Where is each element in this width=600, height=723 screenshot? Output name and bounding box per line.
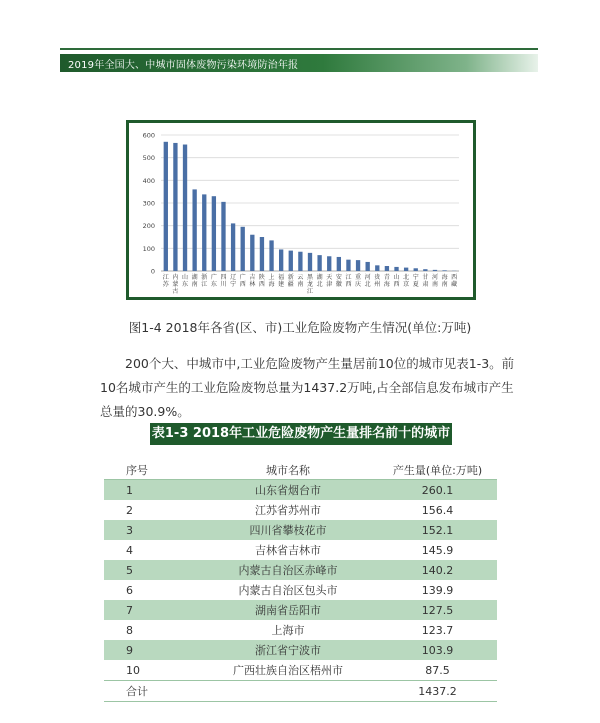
total-amount: 1437.2 <box>378 681 497 702</box>
x-tick-label: 疆 <box>287 281 294 288</box>
bar-22 <box>366 262 370 271</box>
x-tick-label: 山 <box>393 274 400 281</box>
x-tick-label: 江 <box>306 288 314 295</box>
x-tick-label: 湖 <box>191 274 198 281</box>
x-tick-label: 广 <box>210 274 217 281</box>
y-tick-label: 400 <box>142 176 155 185</box>
x-tick-label: 西 <box>393 281 400 288</box>
amount-cell: 123.7 <box>421 623 454 637</box>
table-row <box>104 480 497 501</box>
bar-12 <box>269 240 273 271</box>
bar-10 <box>250 235 254 271</box>
city-cell: 吉林省吉林市 <box>255 544 321 557</box>
report-title: 2019年全国大、中城市固体废物污染环境防治年报 <box>68 60 299 71</box>
amount-cell: 139.9 <box>421 583 454 597</box>
x-tick-label: 重 <box>355 274 362 281</box>
total-label: 合计 <box>104 681 198 702</box>
city-cell: 江苏省苏州市 <box>255 504 321 517</box>
bar-11 <box>260 237 264 271</box>
x-tick-label: 安 <box>335 274 342 281</box>
top-ten-cities-table <box>104 460 497 702</box>
x-tick-label: 徽 <box>335 281 342 288</box>
x-tick-label: 川 <box>220 281 227 288</box>
x-tick-label: 北 <box>364 281 371 288</box>
x-tick-label: 云 <box>297 274 304 281</box>
x-tick-label: 古 <box>172 288 179 295</box>
table-row <box>104 620 497 640</box>
bar-30 <box>442 270 446 271</box>
amount-cell: 140.2 <box>378 560 497 580</box>
x-tick-label: 甘 <box>422 274 429 281</box>
x-tick-label: 林 <box>249 281 256 288</box>
header-band <box>60 54 538 72</box>
x-tick-label: 上 <box>268 274 275 281</box>
table-row <box>104 640 497 660</box>
total-spacer <box>198 681 378 702</box>
x-tick-label: 州 <box>374 281 381 288</box>
body-paragraph: 200个大、中城市中,工业危险废物产生量居前10位的城市见表1-3。前10名城市产生的工业危险废物总量为1437.2万吨,占全部信息发布城市产生总量的30.9%。 <box>100 356 515 419</box>
x-tick-label: 南 <box>297 281 304 288</box>
city-cell: 四川省攀枝花市 <box>198 520 378 540</box>
bar-29 <box>433 270 437 271</box>
bar-16 <box>308 253 312 271</box>
amount-cell: 127.5 <box>378 600 497 620</box>
table-row <box>104 600 497 620</box>
bar-27 <box>414 268 418 271</box>
x-tick-label: 天 <box>326 274 333 281</box>
y-tick-label: 600 <box>142 131 155 140</box>
x-tick-label: 海 <box>268 281 275 288</box>
table-row <box>104 560 497 580</box>
amount-cell: 152.1 <box>378 520 497 540</box>
city-cell: 内蒙古自治区赤峰市 <box>198 560 378 580</box>
x-tick-label: 陕 <box>258 274 265 281</box>
amount-cell: 145.9 <box>421 543 454 557</box>
table-row <box>104 660 497 681</box>
table-row <box>104 520 497 540</box>
rank-cell: 9 <box>104 640 198 660</box>
amount-cell: 260.1 <box>378 480 497 501</box>
x-tick-label: 新 <box>287 274 294 281</box>
bar-2 <box>173 143 177 271</box>
x-tick-label: 南 <box>441 281 448 288</box>
bar-14 <box>289 251 293 271</box>
header-rule <box>60 48 538 50</box>
rank-cell: 8 <box>126 623 133 637</box>
bar-23 <box>375 265 379 271</box>
x-tick-label: 四 <box>220 274 227 281</box>
rank-cell: 2 <box>126 503 133 517</box>
x-tick-label: 龙 <box>306 281 314 288</box>
header-rank: 序号 <box>104 460 198 480</box>
x-tick-label: 北 <box>403 274 410 281</box>
x-tick-label: 西 <box>239 281 246 288</box>
x-tick-label: 河 <box>431 274 438 281</box>
bar-26 <box>404 268 408 271</box>
x-tick-label: 藏 <box>451 281 458 288</box>
rank-cell: 6 <box>126 583 133 597</box>
x-tick-label: 河 <box>364 274 371 281</box>
bar-13 <box>279 249 283 271</box>
x-tick-label: 海 <box>441 274 448 281</box>
bar-5 <box>202 194 206 271</box>
rank-cell: 10 <box>126 663 140 677</box>
x-tick-label: 贵 <box>374 274 381 281</box>
x-tick-label: 西 <box>451 274 458 281</box>
bar-1 <box>164 142 168 271</box>
table-row <box>104 580 497 600</box>
city-cell: 内蒙古自治区包头市 <box>238 584 338 597</box>
table-header-row <box>104 460 497 480</box>
bar-25 <box>394 267 398 271</box>
x-tick-label: 宁 <box>412 274 419 281</box>
x-tick-label: 山 <box>182 274 189 281</box>
x-tick-label: 建 <box>278 281 285 288</box>
x-tick-label: 津 <box>326 281 333 288</box>
x-tick-label: 西 <box>345 281 352 288</box>
rank-cell: 4 <box>126 543 133 557</box>
x-tick-label: 东 <box>182 281 189 288</box>
table-title: 表1-3 2018年工业危险废物产生量排名前十的城市 <box>150 423 452 445</box>
bar-21 <box>356 260 360 271</box>
x-tick-label: 湖 <box>316 274 323 281</box>
bar-8 <box>231 223 235 271</box>
x-tick-label: 浙 <box>201 274 208 281</box>
y-tick-label: 500 <box>142 154 155 163</box>
y-tick-label: 0 <box>150 267 155 276</box>
x-tick-label: 夏 <box>412 281 419 288</box>
rank-cell: 5 <box>104 560 198 580</box>
city-cell: 浙江省宁波市 <box>198 640 378 660</box>
x-tick-label: 江 <box>345 274 352 281</box>
bar-24 <box>385 266 389 271</box>
bar-9 <box>241 227 245 271</box>
city-cell: 山东省烟台市 <box>198 480 378 501</box>
x-tick-label: 黑 <box>306 274 314 281</box>
amount-cell: 103.9 <box>378 640 497 660</box>
y-tick-label: 300 <box>142 199 155 208</box>
x-tick-label: 庆 <box>355 281 362 288</box>
city-cell: 湖南省岳阳市 <box>198 600 378 620</box>
x-tick-label: 吉 <box>249 274 256 281</box>
figure-caption: 图1-4 2018年各省(区、市)工业危险废物产生情况(单位:万吨) <box>128 320 472 335</box>
y-tick-label: 100 <box>142 244 155 253</box>
x-tick-label: 宁 <box>230 281 237 288</box>
chart-frame <box>126 120 476 300</box>
x-tick-label: 北 <box>316 281 323 288</box>
x-tick-label: 海 <box>383 281 390 288</box>
bar-18 <box>327 256 331 271</box>
bar-7 <box>221 202 225 271</box>
province-hazardous-waste-chart <box>129 123 473 297</box>
x-tick-label: 肃 <box>422 281 429 288</box>
x-tick-label: 东 <box>210 281 217 288</box>
x-tick-label: 南 <box>431 281 438 288</box>
x-tick-label: 辽 <box>230 274 237 281</box>
bar-28 <box>423 269 427 271</box>
city-cell: 广西壮族自治区梧州市 <box>233 664 343 677</box>
x-tick-label: 广 <box>239 274 246 281</box>
table-row <box>104 540 497 560</box>
rank-cell: 7 <box>104 600 198 620</box>
city-cell: 上海市 <box>271 624 305 637</box>
table-row <box>104 500 497 520</box>
rank-cell: 1 <box>104 480 198 501</box>
x-tick-label: 青 <box>383 274 390 281</box>
x-tick-label: 南 <box>191 281 198 288</box>
bar-6 <box>212 196 216 271</box>
x-tick-label: 西 <box>258 281 265 288</box>
y-tick-label: 200 <box>142 222 155 231</box>
x-tick-label: 福 <box>278 274 285 281</box>
amount-cell: 87.5 <box>425 663 450 677</box>
x-tick-label: 江 <box>162 274 169 281</box>
rank-cell: 3 <box>104 520 198 540</box>
amount-cell: 156.4 <box>421 503 454 517</box>
x-tick-label: 江 <box>201 281 208 288</box>
x-tick-label: 苏 <box>162 281 169 288</box>
table-total-row <box>104 681 497 702</box>
bar-3 <box>183 145 187 271</box>
x-tick-label: 内 <box>172 274 179 281</box>
bar-15 <box>298 252 302 271</box>
bar-17 <box>317 255 321 271</box>
header-city: 城市名称 <box>198 460 378 480</box>
x-tick-label: 京 <box>403 281 410 288</box>
bar-19 <box>337 257 341 271</box>
bar-4 <box>192 189 196 271</box>
header-amount: 产生量(单位:万吨) <box>378 460 497 480</box>
bar-20 <box>346 260 350 271</box>
x-tick-label: 蒙 <box>172 281 179 288</box>
